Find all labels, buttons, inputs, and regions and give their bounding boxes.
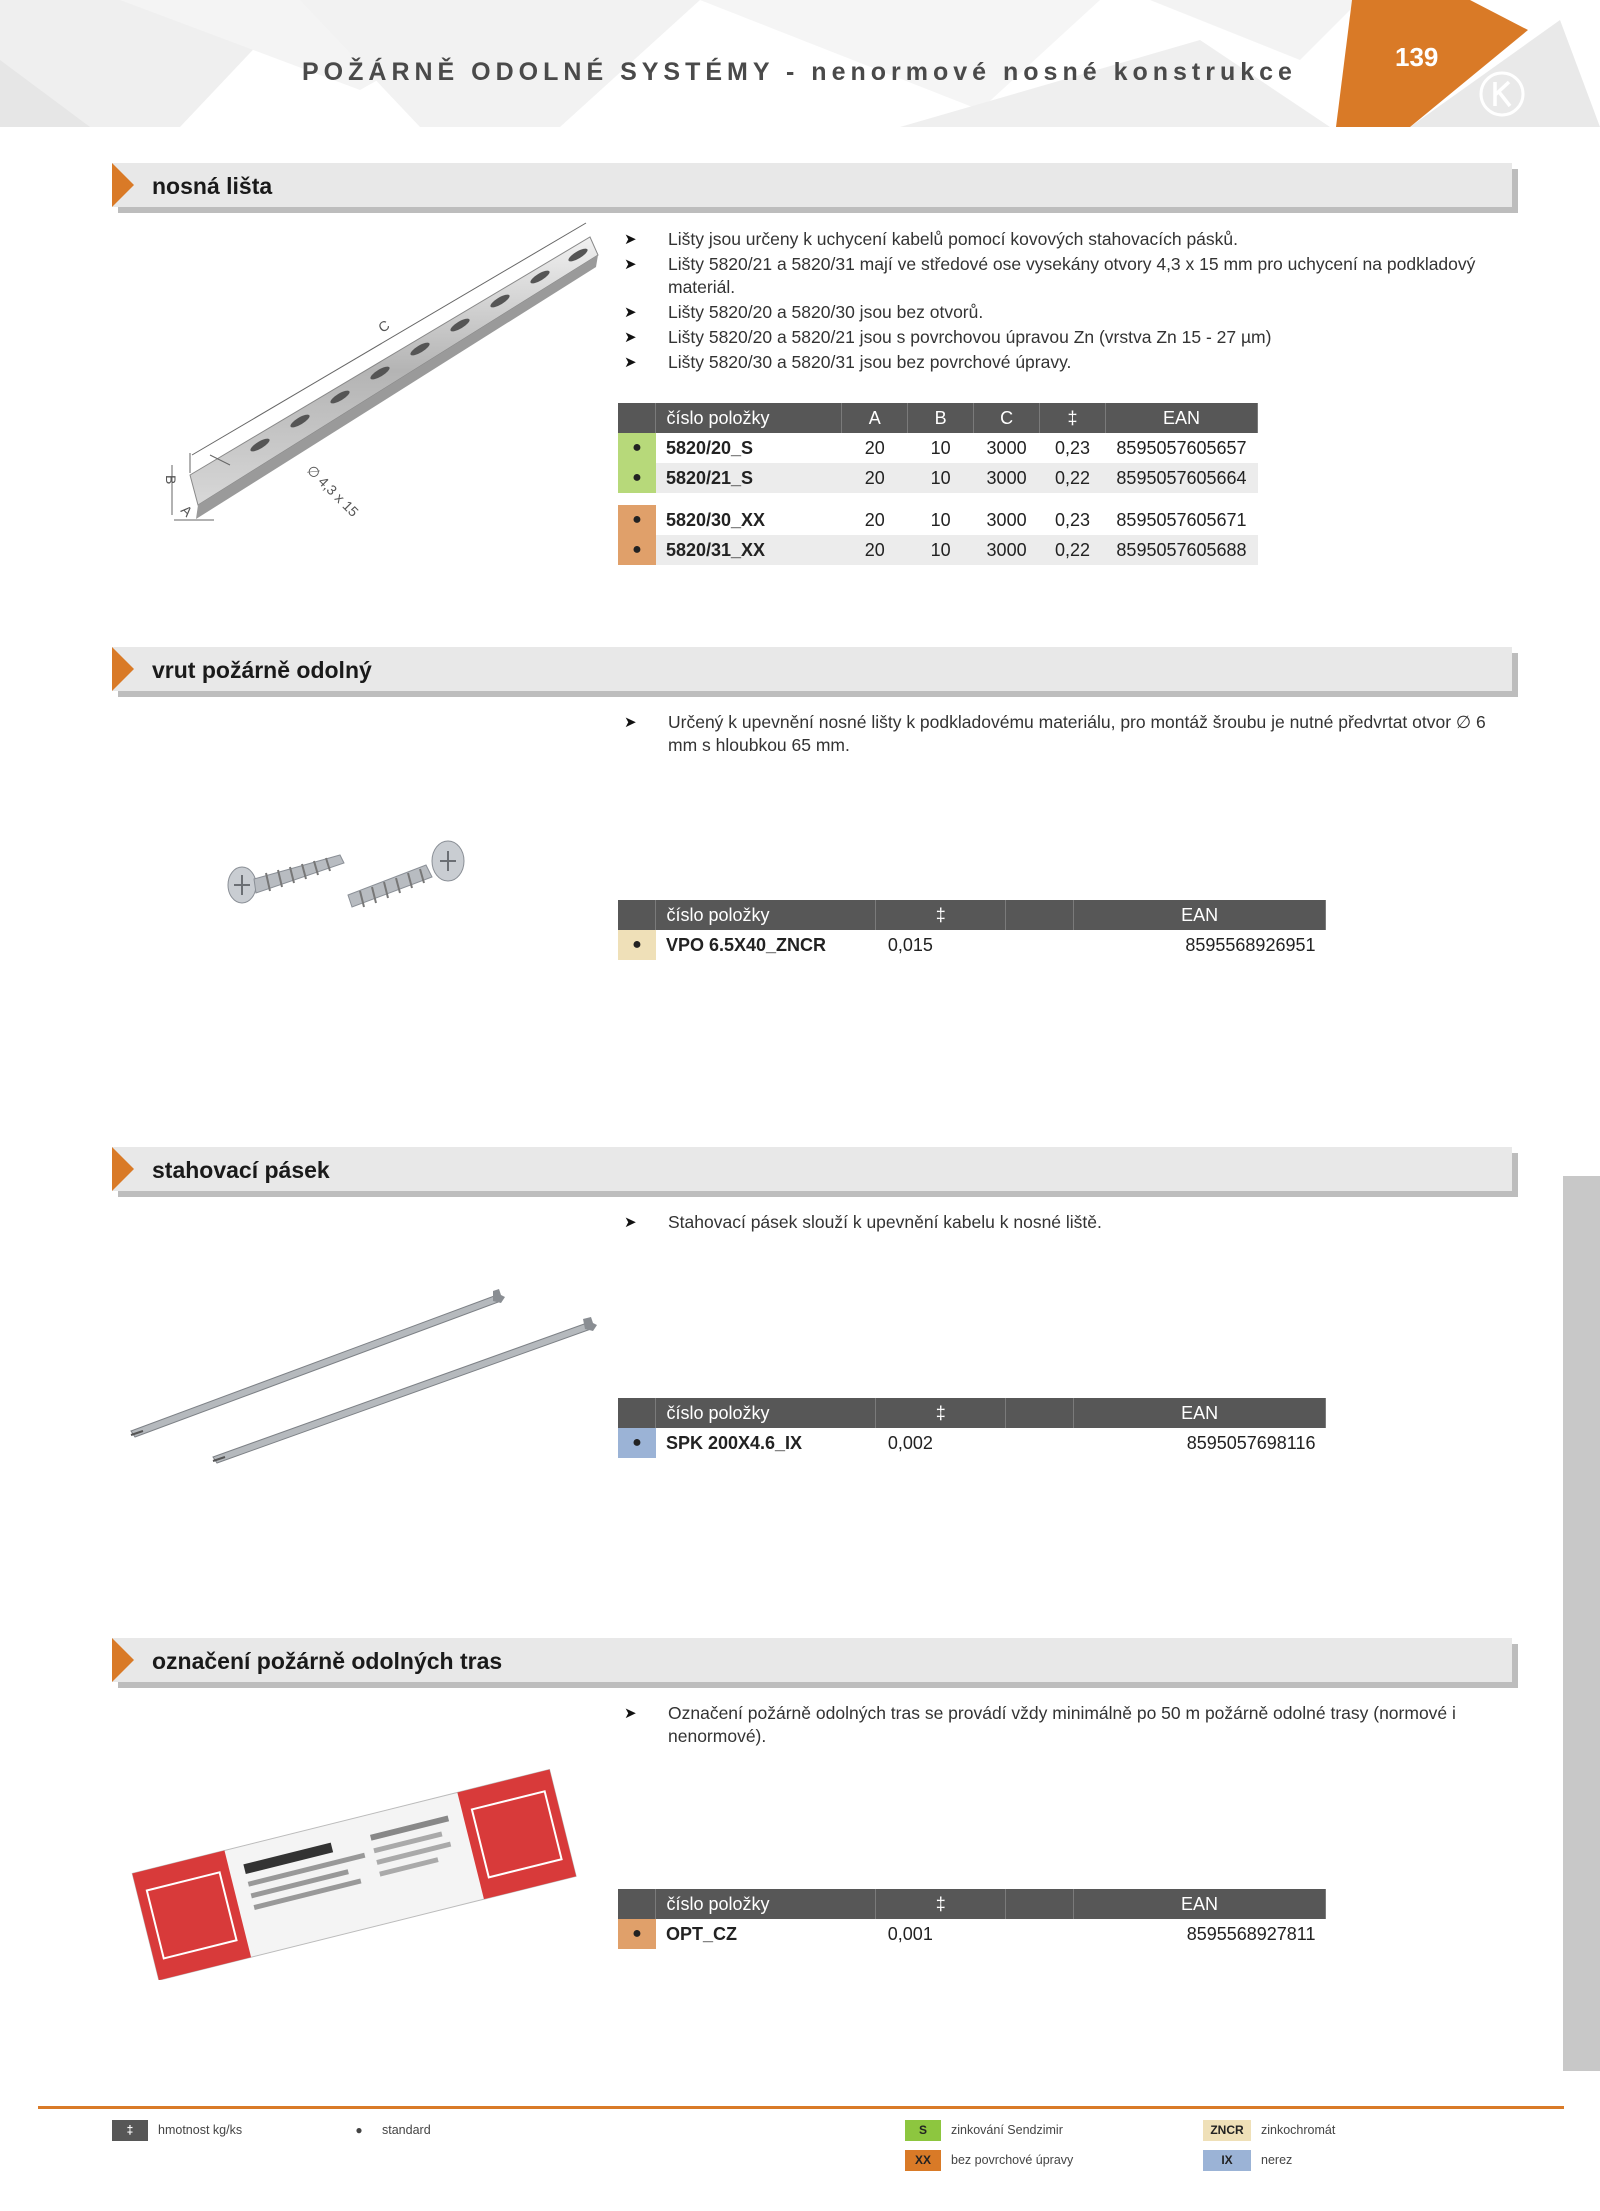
section-arrow-icon: [112, 647, 134, 691]
bullet-list-nosna-lista: [624, 228, 1504, 376]
legend-stainless: IX nerez: [1203, 2150, 1292, 2171]
column-header: číslo položky: [656, 403, 842, 433]
legend-key: S: [905, 2120, 941, 2141]
column-header: EAN: [1105, 403, 1257, 433]
legend-zinc-sendzimir: S zinkování Sendzimir: [905, 2120, 1063, 2141]
side-index-tab: [1563, 1176, 1600, 2071]
list-item: ➤ Lišty 5820/20 a 5820/30 jsou bez otvorů.: [624, 302, 984, 322]
legend-zinc-chromate: ZNCR zinkochromát: [1203, 2120, 1335, 2141]
table-row: ● 5820/20_S 20 10 3000 0,23 8595057605657: [618, 433, 1258, 463]
column-header: číslo položky: [656, 1889, 876, 1919]
section-arrow-icon: [112, 1638, 134, 1682]
finish-marker: ●: [618, 930, 656, 960]
product-table-oznaceni: [618, 1889, 1326, 1949]
legend-no-finish: XX bez povrchové úpravy: [905, 2150, 1073, 2171]
bullet-arrow-icon: ➤: [624, 329, 637, 346]
fire-route-label-image: [118, 1760, 588, 1980]
list-item: ➤ Označení požárně odolných tras se provádí vždy minimálně po 50 m požárně odolné trasy (normové i nenormové).: [624, 1703, 1456, 1746]
product-table-stahovaci-pasek: [618, 1398, 1326, 1458]
page-header-title: POŽÁRNĚ ODOLNÉ SYSTÉMY - nenormové nosné konstrukce: [302, 58, 1297, 86]
table-row: ● SPK 200X4.6_IX 0,002 8595057698116: [618, 1428, 1326, 1458]
list-item: ➤ Lišty 5820/21 a 5820/31 mají ve středové ose vysekány otvory 4,3 x 15 mm pro uchycení na podkladový materiál.: [624, 254, 1476, 297]
list-item: ➤ Lišty 5820/30 a 5820/31 jsou bez povrchové úpravy.: [624, 352, 1072, 372]
legend-weight: ‡ hmotnost kg/ks: [112, 2120, 242, 2141]
product-table-nosna-lista: [618, 403, 1258, 565]
column-header: EAN: [1074, 900, 1326, 930]
section-header-oznaceni: [112, 1638, 1512, 1686]
table-row: ● 5820/30_XX 20 10 3000 0,23 8595057605671: [618, 505, 1258, 535]
list-item: ➤ Lišty 5820/20 a 5820/21 jsou s povrchovou úpravou Zn (vrstva Zn 15 - 27 µm): [624, 327, 1272, 347]
section-header-vrut: [112, 647, 1512, 695]
legend-key: ●: [355, 2123, 363, 2137]
bullet-list-stahovaci-pasek: [624, 1211, 1504, 1236]
bullet-list-vrut: [624, 711, 1504, 759]
table-header-row: [618, 900, 1326, 930]
table-row: ● OPT_CZ 0,001 8595568927811: [618, 1919, 1326, 1949]
dimension-label-c: C: [375, 316, 393, 336]
page-number: 139: [1395, 42, 1439, 72]
column-header: [1006, 900, 1074, 930]
section-arrow-icon: [112, 163, 134, 207]
column-header: ‡: [1040, 403, 1106, 433]
bullet-arrow-icon: ➤: [624, 714, 637, 731]
fire-resistant-screws-image: [220, 815, 480, 915]
finish-marker: ●: [618, 1919, 656, 1949]
finish-marker: ●: [618, 463, 656, 493]
column-header: [1006, 1398, 1074, 1428]
bullet-arrow-icon: ➤: [624, 354, 637, 371]
column-header: ‡: [876, 900, 1006, 930]
column-header: číslo položky: [656, 1398, 876, 1428]
bullet-arrow-icon: ➤: [624, 1705, 637, 1722]
list-item: ➤ Určený k upevnění nosné lišty k podkladovému materiálu, pro montáž šroubu je nutné předvrtat otvor ∅ 6 mm s hloubkou 65 mm.: [624, 712, 1486, 755]
section-title: označení požárně odolných tras: [152, 1648, 503, 1674]
column-header: číslo položky: [656, 900, 876, 930]
section-title: vrut požárně odolný: [152, 657, 372, 683]
column-header: ‡: [876, 1398, 1006, 1428]
product-table-vrut: [618, 900, 1326, 960]
bullet-arrow-icon: ➤: [624, 256, 637, 273]
table-row: ● 5820/31_XX 20 10 3000 0,22 8595057605688: [618, 535, 1258, 565]
list-item: ➤ Stahovací pásek slouží k upevnění kabelu k nosné liště.: [624, 1212, 1102, 1232]
bullet-arrow-icon: ➤: [624, 231, 637, 248]
bullet-list-oznaceni: [624, 1702, 1504, 1750]
section-header-nosna-lista: [112, 163, 1512, 211]
legend-key: ‡: [112, 2120, 148, 2141]
table-row: ● VPO 6.5X40_ZNCR 0,015 8595568926951: [618, 930, 1326, 960]
section-header-stahovaci-pasek: [112, 1147, 1512, 1195]
column-header: B: [908, 403, 974, 433]
bullet-arrow-icon: ➤: [624, 1214, 637, 1231]
mounting-rail-drawing: [150, 215, 610, 535]
column-header: ‡: [876, 1889, 1006, 1919]
finish-marker: ●: [618, 535, 656, 565]
table-header-row: [618, 1398, 1326, 1428]
section-title: stahovací pásek: [152, 1157, 330, 1183]
legend-key: XX: [905, 2150, 941, 2171]
column-header: EAN: [1074, 1398, 1326, 1428]
finish-marker: ●: [618, 433, 656, 463]
section-arrow-icon: [112, 1147, 134, 1191]
table-header-row: [618, 1889, 1326, 1919]
legend-key: ZNCR: [1203, 2120, 1251, 2141]
table-header-row: [618, 403, 1258, 433]
column-header: EAN: [1074, 1889, 1326, 1919]
company-logo: [1478, 70, 1526, 118]
finish-marker: ●: [618, 1428, 656, 1458]
bullet-arrow-icon: ➤: [624, 304, 637, 321]
finish-marker: ●: [618, 505, 656, 535]
dimension-label-a: A: [177, 501, 196, 520]
dimension-label-b: B: [163, 475, 179, 485]
column-header: A: [842, 403, 908, 433]
table-row: ● 5820/21_S 20 10 3000 0,22 8595057605664: [618, 463, 1258, 493]
dimension-label-hole: ∅ 4,3 x 15: [303, 461, 362, 520]
list-item: ➤ Lišty jsou určeny k uchycení kabelů pomocí kovových stahovacích pásků.: [624, 229, 1239, 249]
column-header: C: [974, 403, 1040, 433]
cable-ties-image: [125, 1285, 605, 1475]
column-header: [1006, 1889, 1074, 1919]
legend-key: IX: [1203, 2150, 1251, 2171]
section-title: nosná lišta: [152, 173, 273, 199]
footer-divider: [38, 2106, 1564, 2109]
legend-standard: ● standard: [352, 2120, 431, 2141]
